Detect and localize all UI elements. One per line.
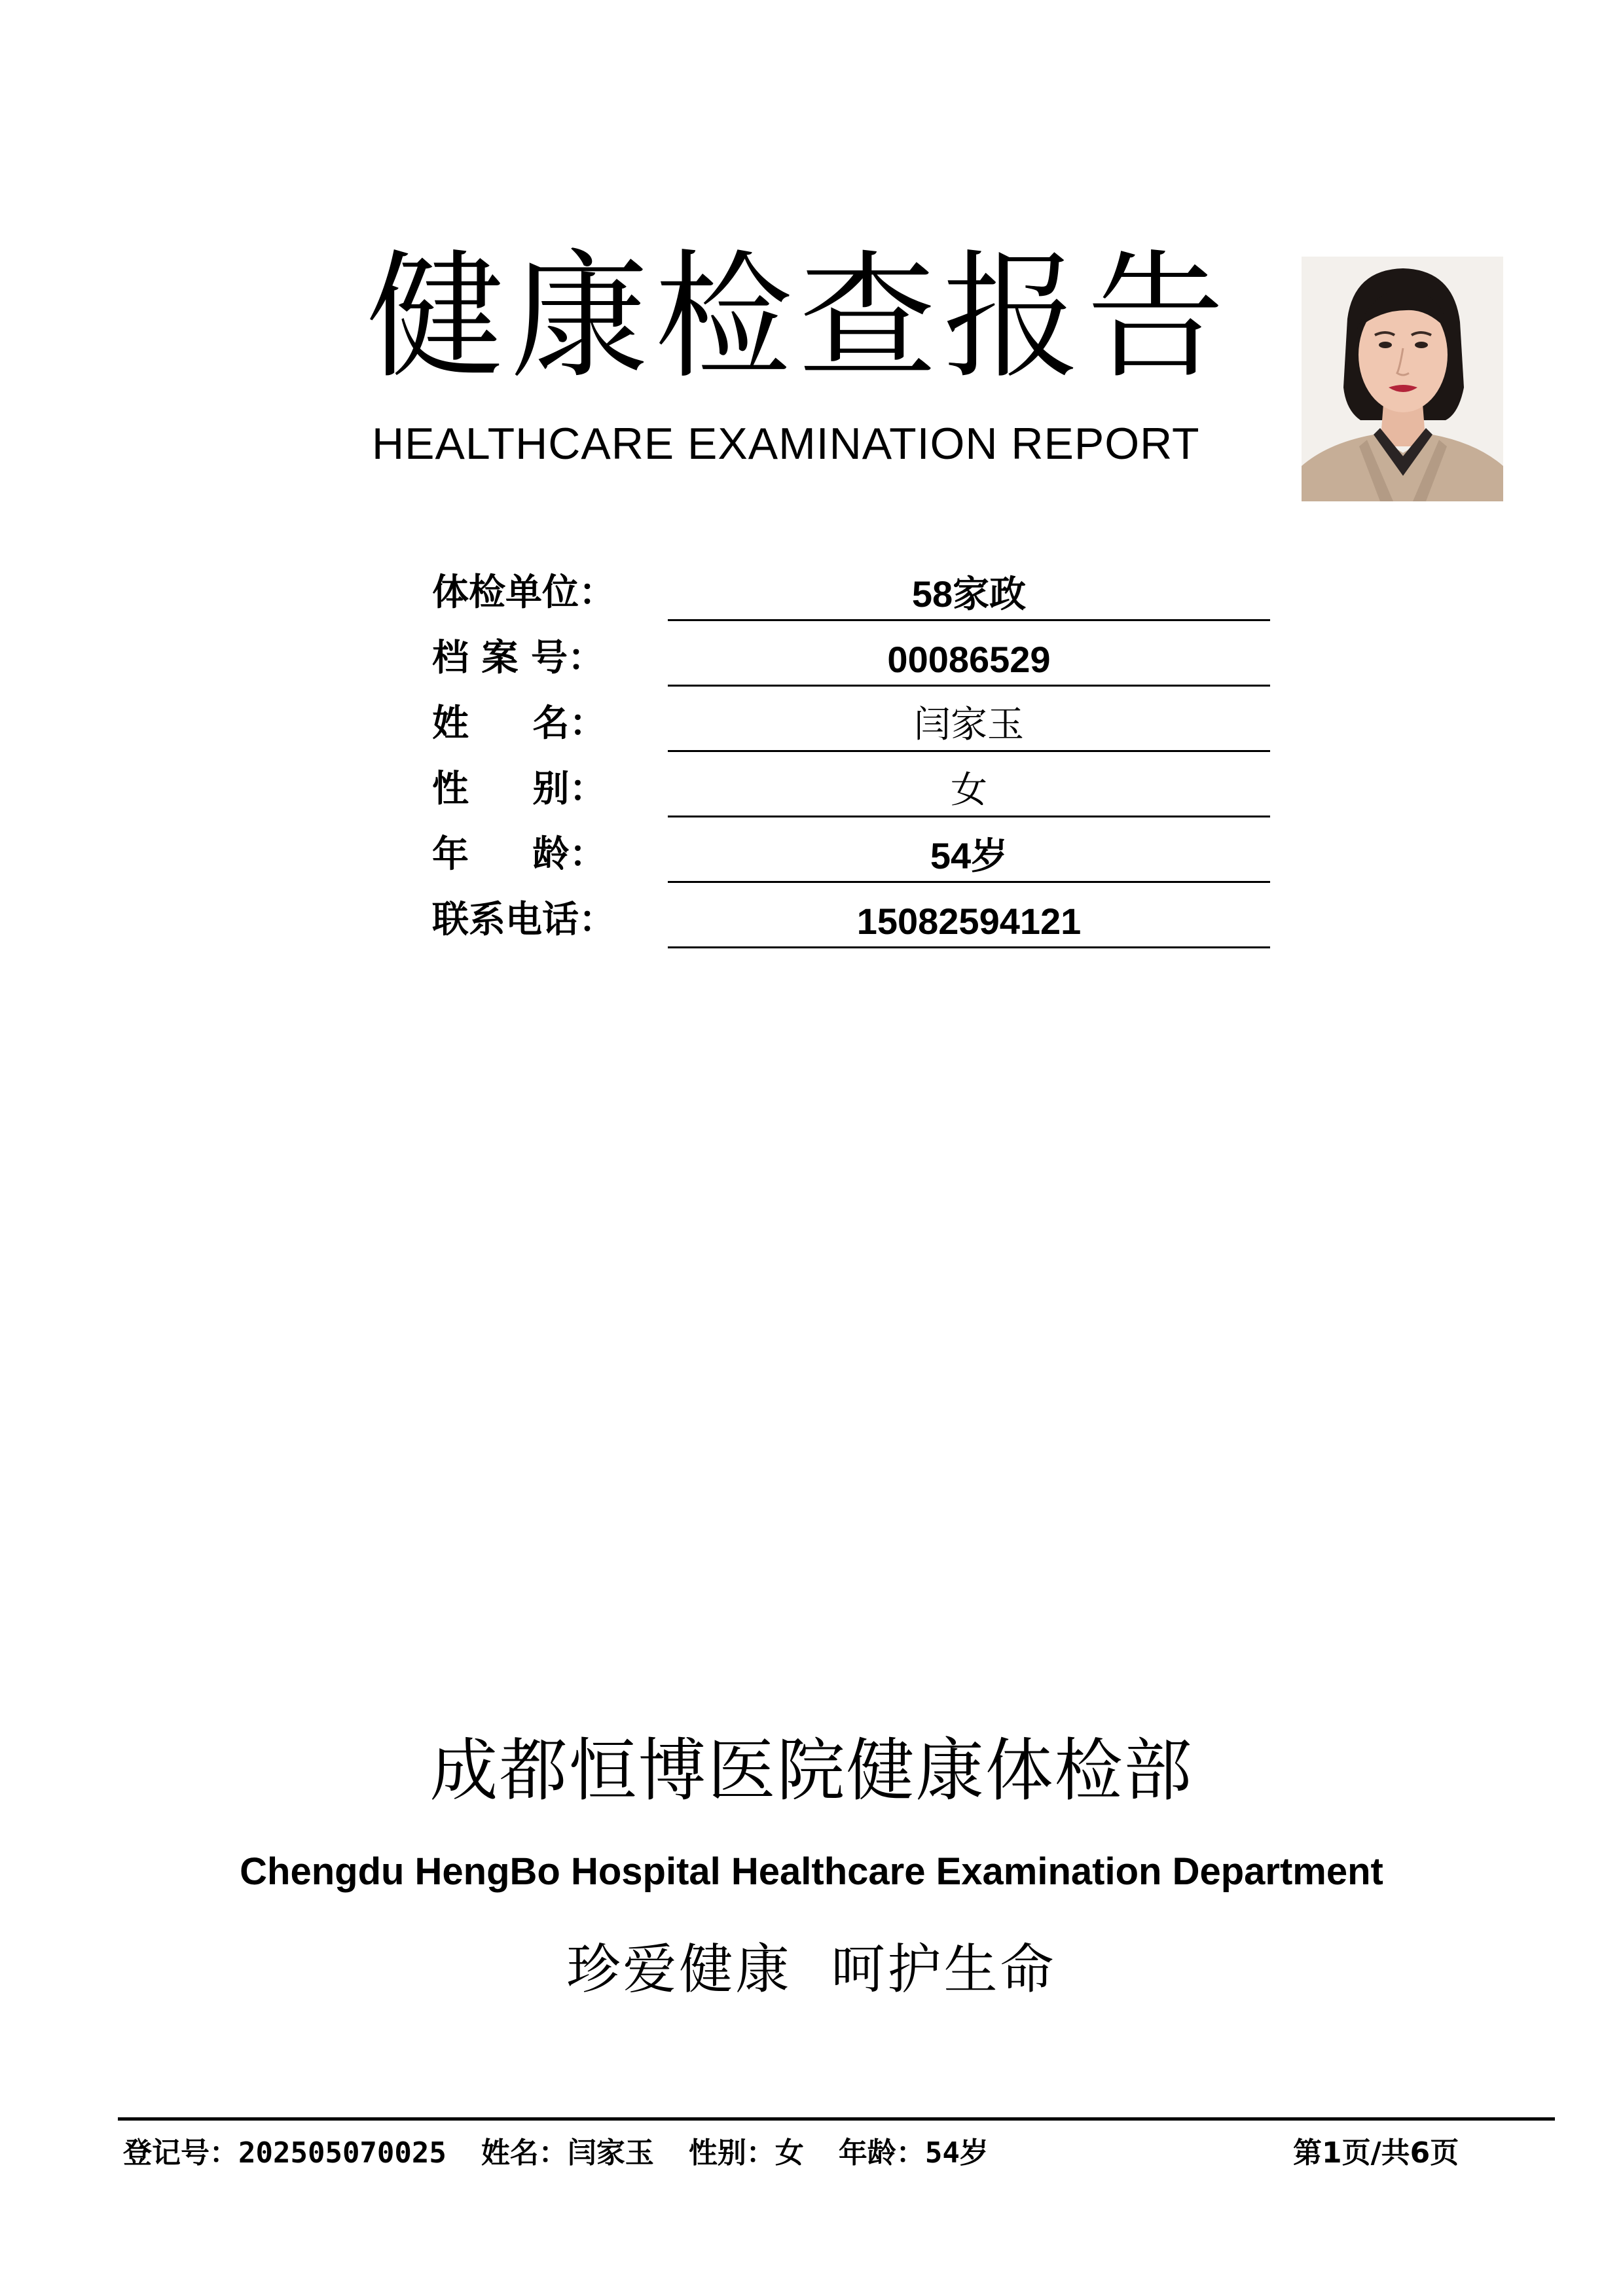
info-row-age <box>432 825 1270 890</box>
info-label: 年 龄： <box>432 833 606 876</box>
hospital-name-cn: 成都恒博医院健康体检部 <box>429 1731 1194 1810</box>
hospital-name-en: Chengdu HengBo Hospital Healthcare Examination Department <box>240 1850 1383 1893</box>
footer-divider <box>118 2117 1555 2121</box>
info-label: 性 别： <box>432 767 606 810</box>
patient-info-table <box>432 563 1270 956</box>
info-label: 体检单位： <box>432 571 615 614</box>
info-label: 姓 名： <box>432 702 606 745</box>
patient-photo <box>1302 257 1503 501</box>
report-title-en: HEALTHCARE EXAMINATION REPORT <box>372 419 1200 469</box>
info-value-name: 闫家玉 <box>668 700 1270 752</box>
info-label: 联系电话： <box>432 898 615 941</box>
info-row-file-number <box>432 628 1270 694</box>
report-title-cn: 健康检查报告 <box>367 237 1231 397</box>
info-row-gender <box>432 759 1270 825</box>
info-value-age: 54岁 <box>668 831 1270 883</box>
info-value-file-number: 00086529 <box>668 635 1270 687</box>
info-label: 档 案 号： <box>432 636 604 679</box>
info-row-name <box>432 694 1270 759</box>
info-value-phone: 15082594121 <box>668 897 1270 948</box>
info-row-unit <box>432 563 1270 628</box>
person-photo-icon <box>1302 257 1503 501</box>
hospital-slogan: 珍爱健康 呵护生命 <box>566 1939 1057 2001</box>
info-value-unit: 58家政 <box>668 569 1270 621</box>
footer-page-number: 第1页/共6页 <box>1293 2136 1459 2170</box>
footer-patient-summary: 登记号：202505070025 姓名：闫家玉 性别：女 年龄：54岁 <box>123 2136 989 2170</box>
info-row-phone <box>432 890 1270 956</box>
info-value-gender: 女 <box>668 766 1270 817</box>
